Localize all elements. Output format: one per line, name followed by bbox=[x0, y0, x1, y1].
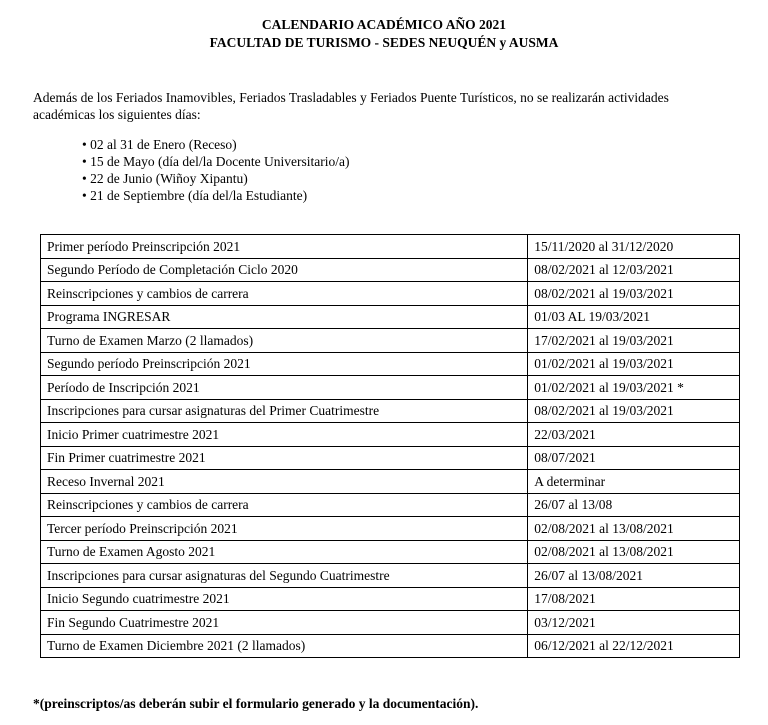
dates-cell: 06/12/2021 al 22/12/2021 bbox=[528, 634, 740, 658]
activity-cell: Segundo Período de Completación Ciclo 2020 bbox=[41, 258, 528, 282]
table-row bbox=[41, 329, 740, 353]
activity-cell: Inscripciones para cursar asignaturas del Segundo Cuatrimestre bbox=[41, 564, 528, 588]
dates-cell: 02/08/2021 al 13/08/2021 bbox=[528, 517, 740, 541]
table-row bbox=[41, 376, 740, 400]
activity-cell: Reinscripciones y cambios de carrera bbox=[41, 493, 528, 517]
table-row bbox=[41, 258, 740, 282]
dates-cell: 08/02/2021 al 19/03/2021 bbox=[528, 282, 740, 306]
table-row bbox=[41, 517, 740, 541]
dates-cell: 01/02/2021 al 19/03/2021 bbox=[528, 352, 740, 376]
dates-cell: 01/02/2021 al 19/03/2021 * bbox=[528, 376, 740, 400]
activity-cell: Tercer período Preinscripción 2021 bbox=[41, 517, 528, 541]
table-row bbox=[41, 493, 740, 517]
document-subtitle: FACULTAD DE TURISMO - SEDES NEUQUÉN y AUSMA bbox=[209, 35, 559, 50]
dates-cell: 22/03/2021 bbox=[528, 423, 740, 447]
activity-cell: Inscripciones para cursar asignaturas del Primer Cuatrimestre bbox=[41, 399, 528, 423]
table-row bbox=[41, 446, 740, 470]
table-row bbox=[41, 634, 740, 658]
table-row bbox=[41, 282, 740, 306]
activity-cell: Fin Primer cuatrimestre 2021 bbox=[41, 446, 528, 470]
activity-cell: Período de Inscripción 2021 bbox=[41, 376, 528, 400]
activity-cell: Turno de Examen Agosto 2021 bbox=[41, 540, 528, 564]
activity-cell: Programa INGRESAR bbox=[41, 305, 528, 329]
holiday-item: • 21 de Septiembre (día del/la Estudiante) bbox=[82, 187, 350, 204]
document-title: CALENDARIO ACADÉMICO AÑO 2021 bbox=[261, 17, 507, 32]
dates-cell: 26/07 al 13/08/2021 bbox=[528, 564, 740, 588]
table-row bbox=[41, 611, 740, 635]
holiday-item: • 02 al 31 de Enero (Receso) bbox=[82, 136, 350, 153]
table-row bbox=[41, 352, 740, 376]
activity-cell: Receso Invernal 2021 bbox=[41, 470, 528, 494]
dates-cell: 26/07 al 13/08 bbox=[528, 493, 740, 517]
academic-calendar-table bbox=[40, 234, 740, 658]
table-row bbox=[41, 564, 740, 588]
table-row bbox=[41, 587, 740, 611]
table-row bbox=[41, 423, 740, 447]
holiday-list bbox=[82, 136, 350, 204]
activity-cell: Turno de Examen Diciembre 2021 (2 llamados) bbox=[41, 634, 528, 658]
holiday-item: • 22 de Junio (Wiñoy Xipantu) bbox=[82, 170, 350, 187]
dates-cell: 15/11/2020 al 31/12/2020 bbox=[528, 235, 740, 259]
table-row bbox=[41, 399, 740, 423]
table-row bbox=[41, 305, 740, 329]
table-row bbox=[41, 470, 740, 494]
dates-cell: 17/02/2021 al 19/03/2021 bbox=[528, 329, 740, 353]
activity-cell: Inicio Segundo cuatrimestre 2021 bbox=[41, 587, 528, 611]
activity-cell: Fin Segundo Cuatrimestre 2021 bbox=[41, 611, 528, 635]
dates-cell: 01/03 AL 19/03/2021 bbox=[528, 305, 740, 329]
dates-cell: 08/07/2021 bbox=[528, 446, 740, 470]
activity-cell: Inicio Primer cuatrimestre 2021 bbox=[41, 423, 528, 447]
dates-cell: 08/02/2021 al 19/03/2021 bbox=[528, 399, 740, 423]
dates-cell: 02/08/2021 al 13/08/2021 bbox=[528, 540, 740, 564]
table-row bbox=[41, 235, 740, 259]
activity-cell: Primer período Preinscripción 2021 bbox=[41, 235, 528, 259]
table-row bbox=[41, 540, 740, 564]
intro-paragraph: Además de los Feriados Inamovibles, Feriados Trasladables y Feriados Puente Turísticos, no se realizarán actividades académicas los siguientes días: bbox=[33, 90, 669, 122]
activity-cell: Segundo período Preinscripción 2021 bbox=[41, 352, 528, 376]
dates-cell: A determinar bbox=[528, 470, 740, 494]
activity-cell: Reinscripciones y cambios de carrera bbox=[41, 282, 528, 306]
activity-cell: Turno de Examen Marzo (2 llamados) bbox=[41, 329, 528, 353]
dates-cell: 08/02/2021 al 12/03/2021 bbox=[528, 258, 740, 282]
footnote: *(preinscriptos/as deberán subir el formulario generado y la documentación). bbox=[33, 696, 479, 711]
holiday-item: • 15 de Mayo (día del/la Docente Universitario/a) bbox=[82, 153, 350, 170]
dates-cell: 17/08/2021 bbox=[528, 587, 740, 611]
dates-cell: 03/12/2021 bbox=[528, 611, 740, 635]
